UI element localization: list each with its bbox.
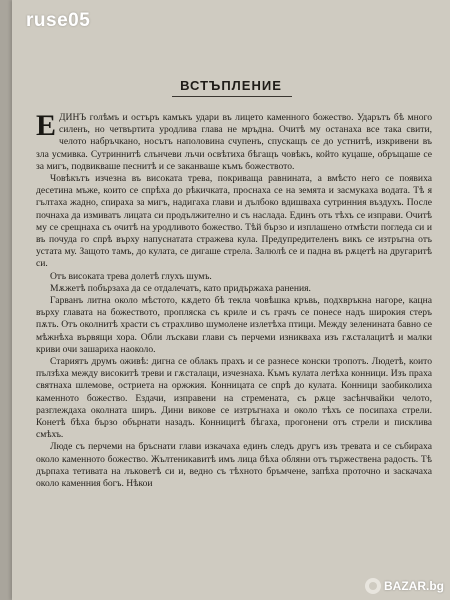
bazar-logo-icon — [365, 578, 381, 594]
body-text — [36, 109, 432, 490]
chapter-heading: ВСТЪПЛЕНИЕ — [180, 78, 282, 93]
paragraph: Отъ високата трева долетѣ глухъ шумъ. — [50, 270, 212, 282]
document-page — [12, 0, 450, 600]
paragraph: Гарванъ литна около мѣстото, кѫдето бѣ текла човѣшка кръвь, подхвръкна нагоре, кацна върху главата на божеството, пропляска съ криле и съ грачъ се понесе надъ широкия стеръ пѫть. Отъ околнитѣ храсти съ страхливо шумолене излетѣха птици. Между зеленината бавно се мѣжнѣха вървящи хора. Обли лъскави глави съ перчеми изникваха изъ гѫсталацитѣ и малки криви очи зашариха наоколо. — [36, 295, 432, 355]
paragraph: Мѫжетѣ побързаха да се отдалечатъ, като придържаха ранения. — [50, 282, 311, 294]
bazar-watermark: BAZAR.bg — [365, 578, 444, 594]
drop-cap: Е — [36, 109, 57, 142]
paragraph: Човѣкътъ изчезна въ високата трева, покриваща равнината, а вмѣсто него се появиха десетина мъже, които се спрѣха до рѣкичката, проснаха се на земята и засмукаха водата. Тѣ я гълтаха жадно, спираха за мигъ, надигаха глави и дълбоко вдишваха сутринния въздухъ. После почнаха да измиватъ лицата си продължително и съ наслада. Единъ отъ тѣхъ се изправи. Очитѣ му се срещнаха съ очитѣ на уродливото божество. Тѣй бързо и изплашено отмѣсти погледа си и въ почуда го спрѣ върху напуснатата стражева кула. Предупредителенъ викъ се изтръгна отъ устата му. Защото тамъ, до кулата, се дигаше стрела. Залюлѣ се и падна въ рѫцетѣ на другаритѣ си. — [36, 173, 432, 270]
paragraph: Стариятъ друмъ оживѣ: дигна се облакъ прахъ и се разнесе конски тропотъ. Людетѣ, които пълзѣха между високитѣ треви и гѫсталаци, изчезнаха. Къмъ кулата летѣха конници. Изъ праха святнаха шлемове, остриета на оржжия. Конницата се спрѣ до кулата. Конници заобиколиха каменното божество. Ездачи, изправени на стремената, съ рѫце засѣнчвайки челото, разглеждаха околната ширъ. Дини викове се изтръгнаха и около тѣхъ се посипаха стрели. Конетѣ бѣха бързо обърнати назадъ. Конницитѣ бѣгаха, прогонени отъ стрели и писклива смѣхъ. — [36, 356, 432, 441]
paragraph: ЕДИНЪ голѣмъ и остъръ камъкъ удари въ лицето каменного божество. Ударътъ бѣ много силенъ, но четвъртита уродлива глава не мръдна. Очитѣ му останаха все така свити, челото набръчкано, носътъ наполовина счупенъ, спускащъ се до устнитѣ, изкривени въ зла усмивка. Сутриннитѣ слънчеви лъчи освѣтиха бѣгащъ човѣкъ, който куцаше, обръщаше се за мигъ, подвикваше песнитѣ и се заканваше къмъ божеството. — [36, 109, 432, 172]
heading-underline — [172, 96, 292, 97]
paragraph: Люде съ перчеми на бръснати глави изкачаха единъ следъ другъ изъ тревата и се събираха около каменното божество. Жълтеникавитѣ имъ лица бѣха обляни отъ тържествена радость. Тѣ дърпаха тетивата на лъковетѣ си и, ведно съ тѣхното бръмчене, запѣха проточно и заскачаха около каменния богъ. Нѣкои — [36, 441, 432, 490]
site-watermark: ruse05 — [26, 10, 91, 31]
